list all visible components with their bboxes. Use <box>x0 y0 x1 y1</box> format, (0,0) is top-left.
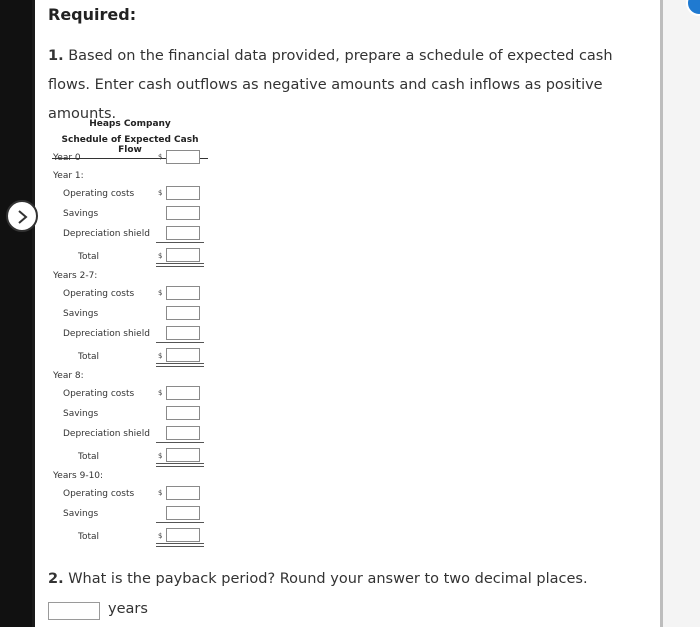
side-strip <box>663 0 700 627</box>
question-1-text: Based on the financial data provided, prepare a schedule of expected cash flows. Enter cash outflows as negative amounts and cash inflows as positive amounts. <box>48 48 613 122</box>
years2-7-savings-input[interactable] <box>166 306 200 320</box>
page-left-border <box>32 0 35 627</box>
years9-10-operating-costs-label: Operating costs <box>63 489 135 499</box>
years9-10-savings-input[interactable] <box>166 506 200 520</box>
year1-total-label: Total <box>78 252 100 262</box>
currency-symbol: $ <box>158 289 163 297</box>
chevron-right-icon[interactable] <box>6 200 38 232</box>
year1-operating-costs-label: Operating costs <box>63 189 135 199</box>
question-1 <box>48 42 648 129</box>
years2-7-depreciation-shield-input[interactable] <box>166 326 200 340</box>
payback-period-input[interactable] <box>48 602 100 620</box>
year8-depreciation-shield-input[interactable] <box>166 426 200 440</box>
total-double-rule <box>156 363 204 367</box>
years2-7-operating-costs-label: Operating costs <box>63 289 135 299</box>
years9-10-savings-label: Savings <box>63 509 99 519</box>
currency-symbol: $ <box>158 153 163 161</box>
year1-total-input[interactable] <box>166 248 200 262</box>
year8-savings-label: Savings <box>63 409 99 419</box>
total-double-rule <box>156 463 204 467</box>
year8-label: Year 8: <box>53 371 84 381</box>
subtotal-rule <box>156 342 204 343</box>
question-2-number: 2. <box>48 571 64 587</box>
total-double-rule <box>156 263 204 267</box>
year1-operating-costs-input[interactable] <box>166 186 200 200</box>
question-1-number: 1. <box>48 48 64 64</box>
year0-amount-input[interactable] <box>166 150 200 164</box>
subtotal-rule <box>156 242 204 243</box>
years2-7-total-label: Total <box>78 352 100 362</box>
years9-10-label: Years 9-10: <box>53 471 104 481</box>
question-2-text: What is the payback period? Round your answer to two decimal places. <box>68 571 588 587</box>
year8-total-input[interactable] <box>166 448 200 462</box>
question-2 <box>48 571 588 587</box>
subtotal-rule <box>156 442 204 443</box>
year1-savings-label: Savings <box>63 209 99 219</box>
schedule-title: Schedule of Expected Cash Flow <box>52 135 208 159</box>
year0-label: Year 0 <box>53 153 81 163</box>
currency-symbol: $ <box>158 452 163 460</box>
year8-depreciation-shield-label: Depreciation shield <box>63 429 150 439</box>
years2-7-operating-costs-input[interactable] <box>166 286 200 300</box>
year1-savings-input[interactable] <box>166 206 200 220</box>
currency-symbol: $ <box>158 189 163 197</box>
currency-symbol: $ <box>158 252 163 260</box>
currency-symbol: $ <box>158 352 163 360</box>
subtotal-rule <box>156 522 204 523</box>
year8-total-label: Total <box>78 452 100 462</box>
years2-7-label: Years 2-7: <box>53 271 98 281</box>
currency-symbol: $ <box>158 489 163 497</box>
year1-depreciation-shield-label: Depreciation shield <box>63 229 150 239</box>
years9-10-total-label: Total <box>78 532 100 542</box>
year8-operating-costs-input[interactable] <box>166 386 200 400</box>
year8-savings-input[interactable] <box>166 406 200 420</box>
currency-symbol: $ <box>158 389 163 397</box>
schedule-company: Heaps Company <box>89 119 171 129</box>
years9-10-operating-costs-input[interactable] <box>166 486 200 500</box>
year1-label: Year 1: <box>53 171 84 181</box>
total-double-rule <box>156 543 204 547</box>
required-heading: Required: <box>48 5 137 24</box>
years2-7-savings-label: Savings <box>63 309 99 319</box>
currency-symbol: $ <box>158 532 163 540</box>
year8-operating-costs-label: Operating costs <box>63 389 135 399</box>
years2-7-total-input[interactable] <box>166 348 200 362</box>
years9-10-total-input[interactable] <box>166 528 200 542</box>
payback-unit-label: years <box>108 601 148 617</box>
year1-depreciation-shield-input[interactable] <box>166 226 200 240</box>
years2-7-depreciation-shield-label: Depreciation shield <box>63 329 150 339</box>
